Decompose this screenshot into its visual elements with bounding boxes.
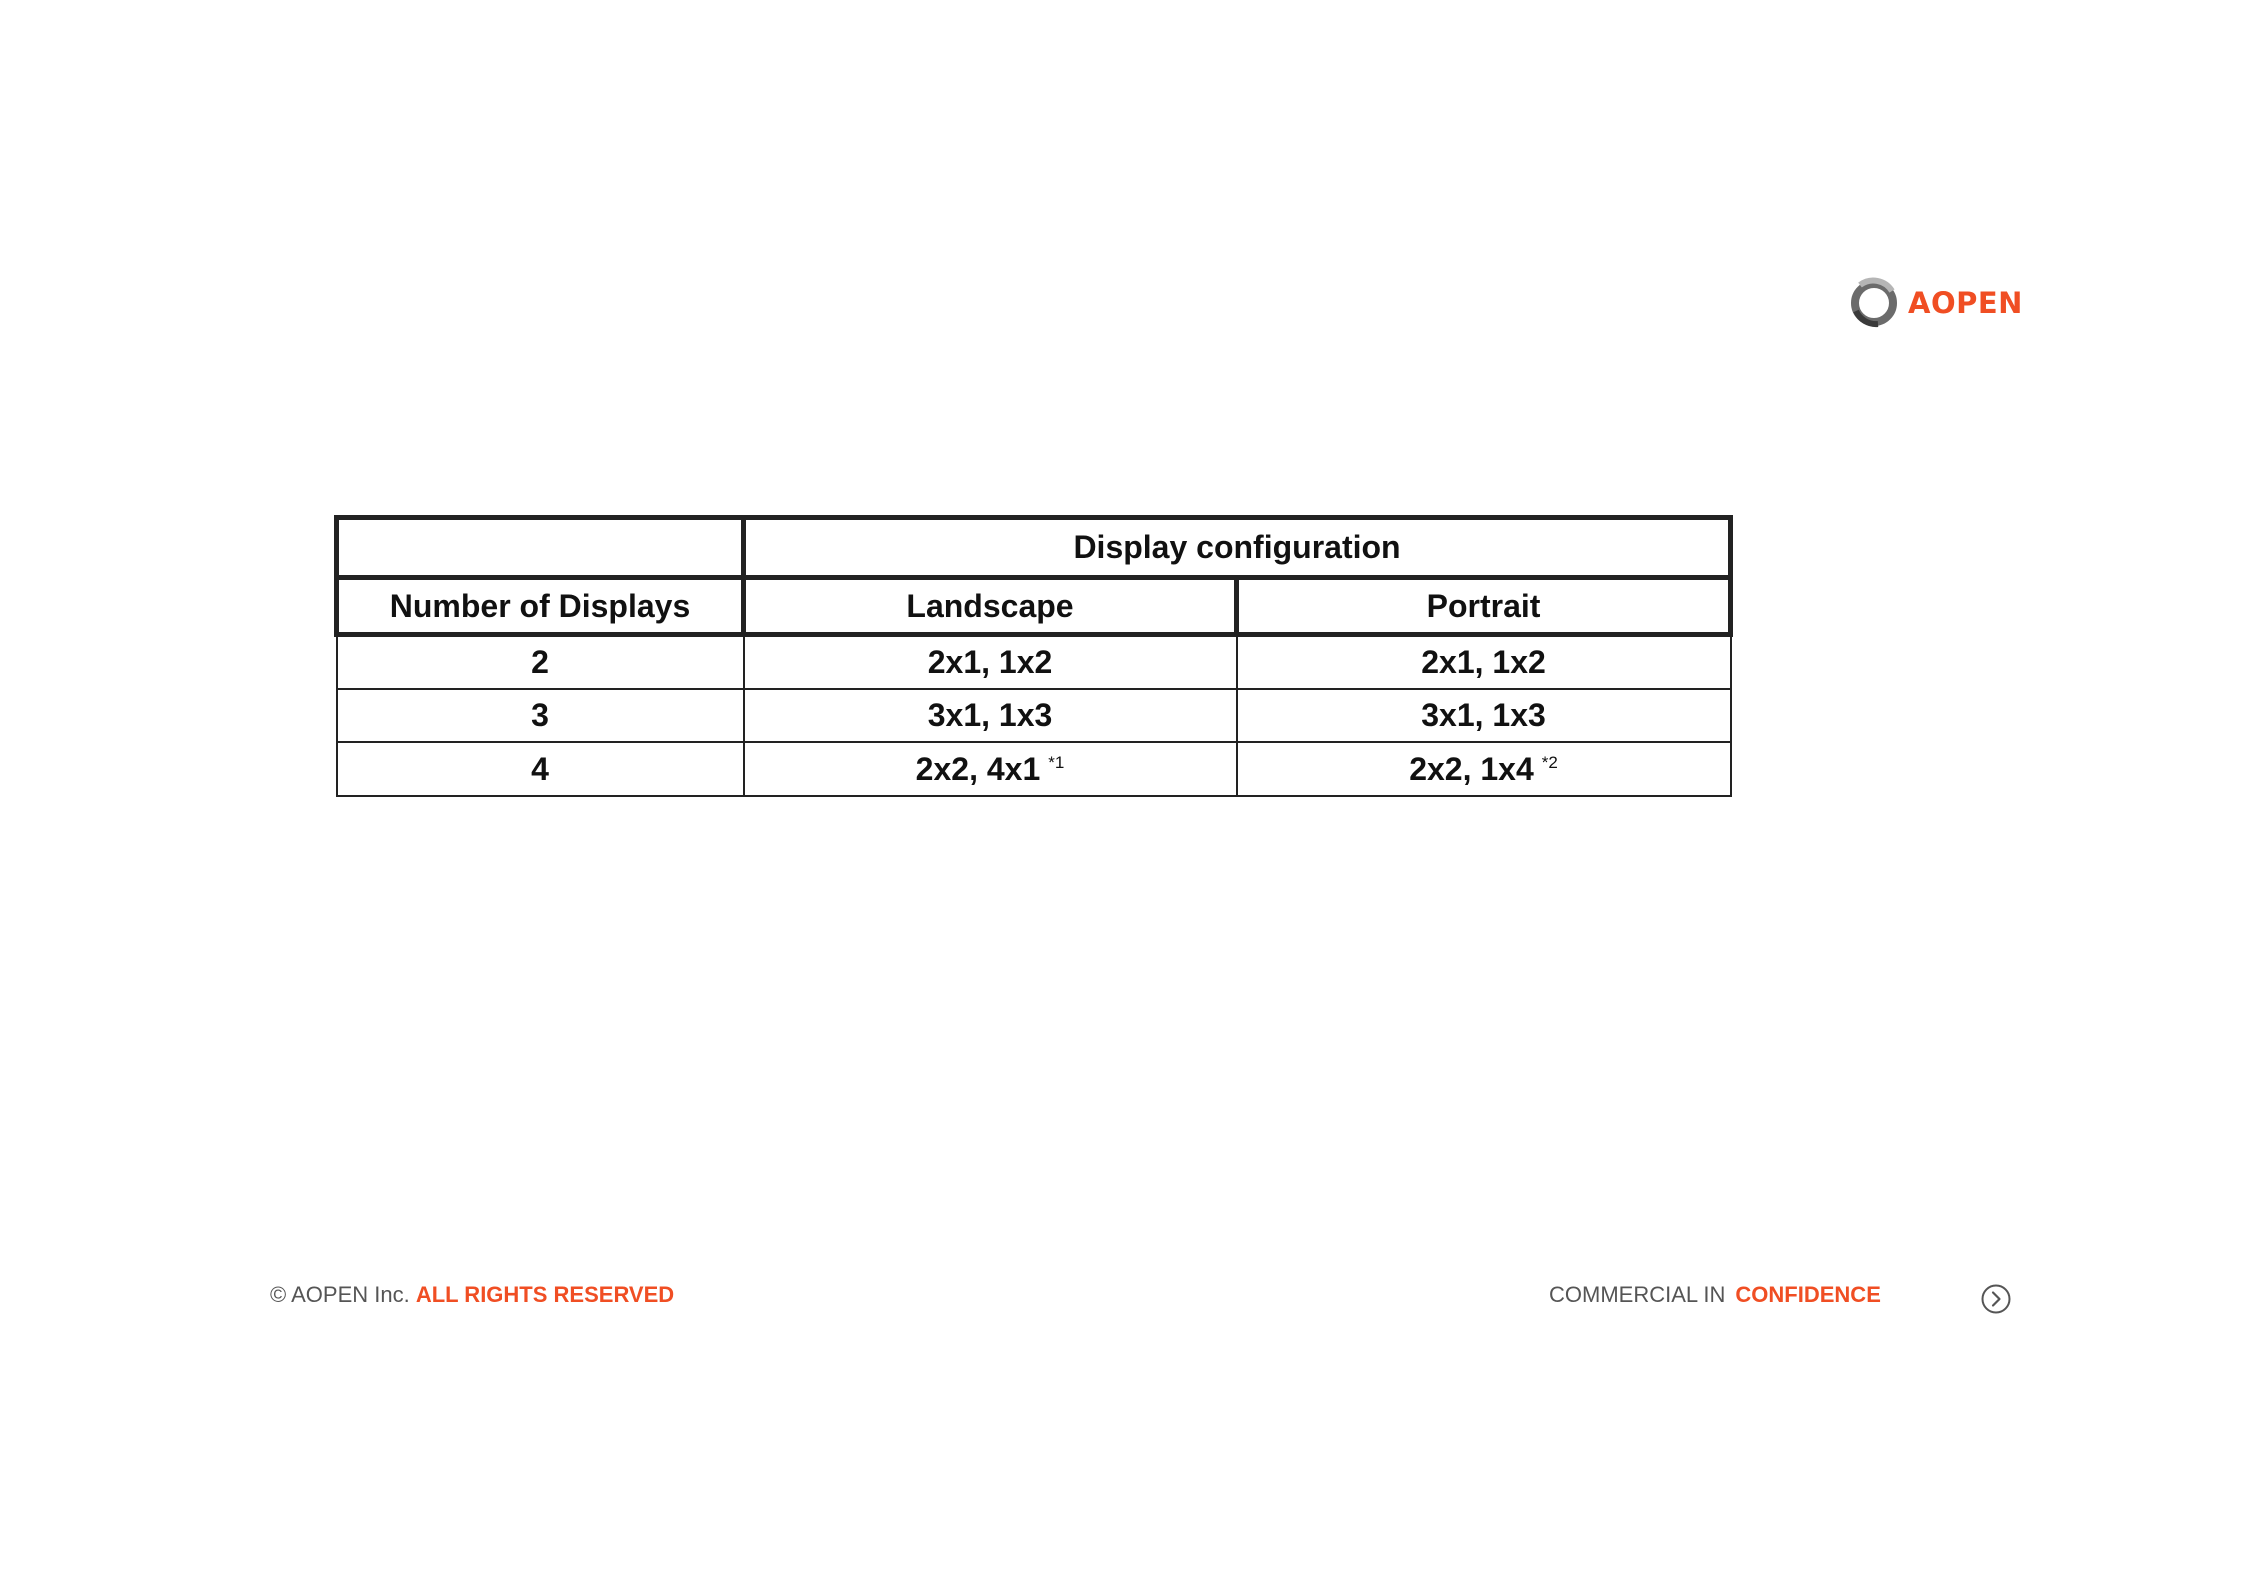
aopen-logo [1848, 275, 2023, 331]
cell-count: 2 [337, 635, 744, 690]
landscape-value: 2x1, 1x2 [927, 644, 1053, 680]
cell-portrait [1237, 689, 1731, 742]
footnote-marker: *2 [1541, 752, 1558, 772]
group-header-display-configuration: Display configuration [744, 518, 1731, 578]
table-header-row [337, 578, 1731, 635]
table-corner-cell [337, 518, 744, 578]
cell-landscape [744, 742, 1237, 796]
portrait-value: 2x2, 1x4 [1409, 750, 1534, 787]
portrait-value: 2x1, 1x2 [1421, 644, 1546, 680]
cell-count: 4 [337, 742, 744, 796]
confidentiality-notice [1549, 1282, 1881, 1308]
landscape-value: 2x2, 4x1 [915, 750, 1041, 787]
copyright-prefix: © AOPEN Inc. [270, 1282, 410, 1307]
table-row [337, 635, 1731, 690]
portrait-value: 3x1, 1x3 [1421, 697, 1546, 733]
cell-landscape [744, 635, 1237, 690]
logo-text: AOPEN [1908, 286, 2023, 320]
table-row [337, 689, 1731, 742]
header-number-of-displays: Number of Displays [337, 578, 744, 635]
copyright-notice [270, 1282, 674, 1308]
aopen-logo-mark-icon [1848, 277, 1900, 329]
header-landscape: Landscape [744, 578, 1237, 635]
cell-landscape [744, 689, 1237, 742]
confidential-prefix: COMMERCIAL IN [1549, 1282, 1726, 1307]
cell-portrait [1237, 635, 1731, 690]
landscape-value: 3x1, 1x3 [927, 697, 1053, 733]
copyright-highlight: ALL RIGHTS RESERVED [415, 1282, 675, 1307]
header-portrait: Portrait [1237, 578, 1731, 635]
footnote-marker: *1 [1048, 752, 1065, 772]
table-group-header-row [337, 518, 1731, 578]
cell-count: 3 [337, 689, 744, 742]
chevron-right-circle-icon[interactable] [1980, 1283, 2012, 1315]
table-row [337, 742, 1731, 796]
confidential-highlight: CONFIDENCE [1735, 1282, 1881, 1307]
cell-portrait [1237, 742, 1731, 796]
display-configuration-table [334, 515, 1733, 797]
